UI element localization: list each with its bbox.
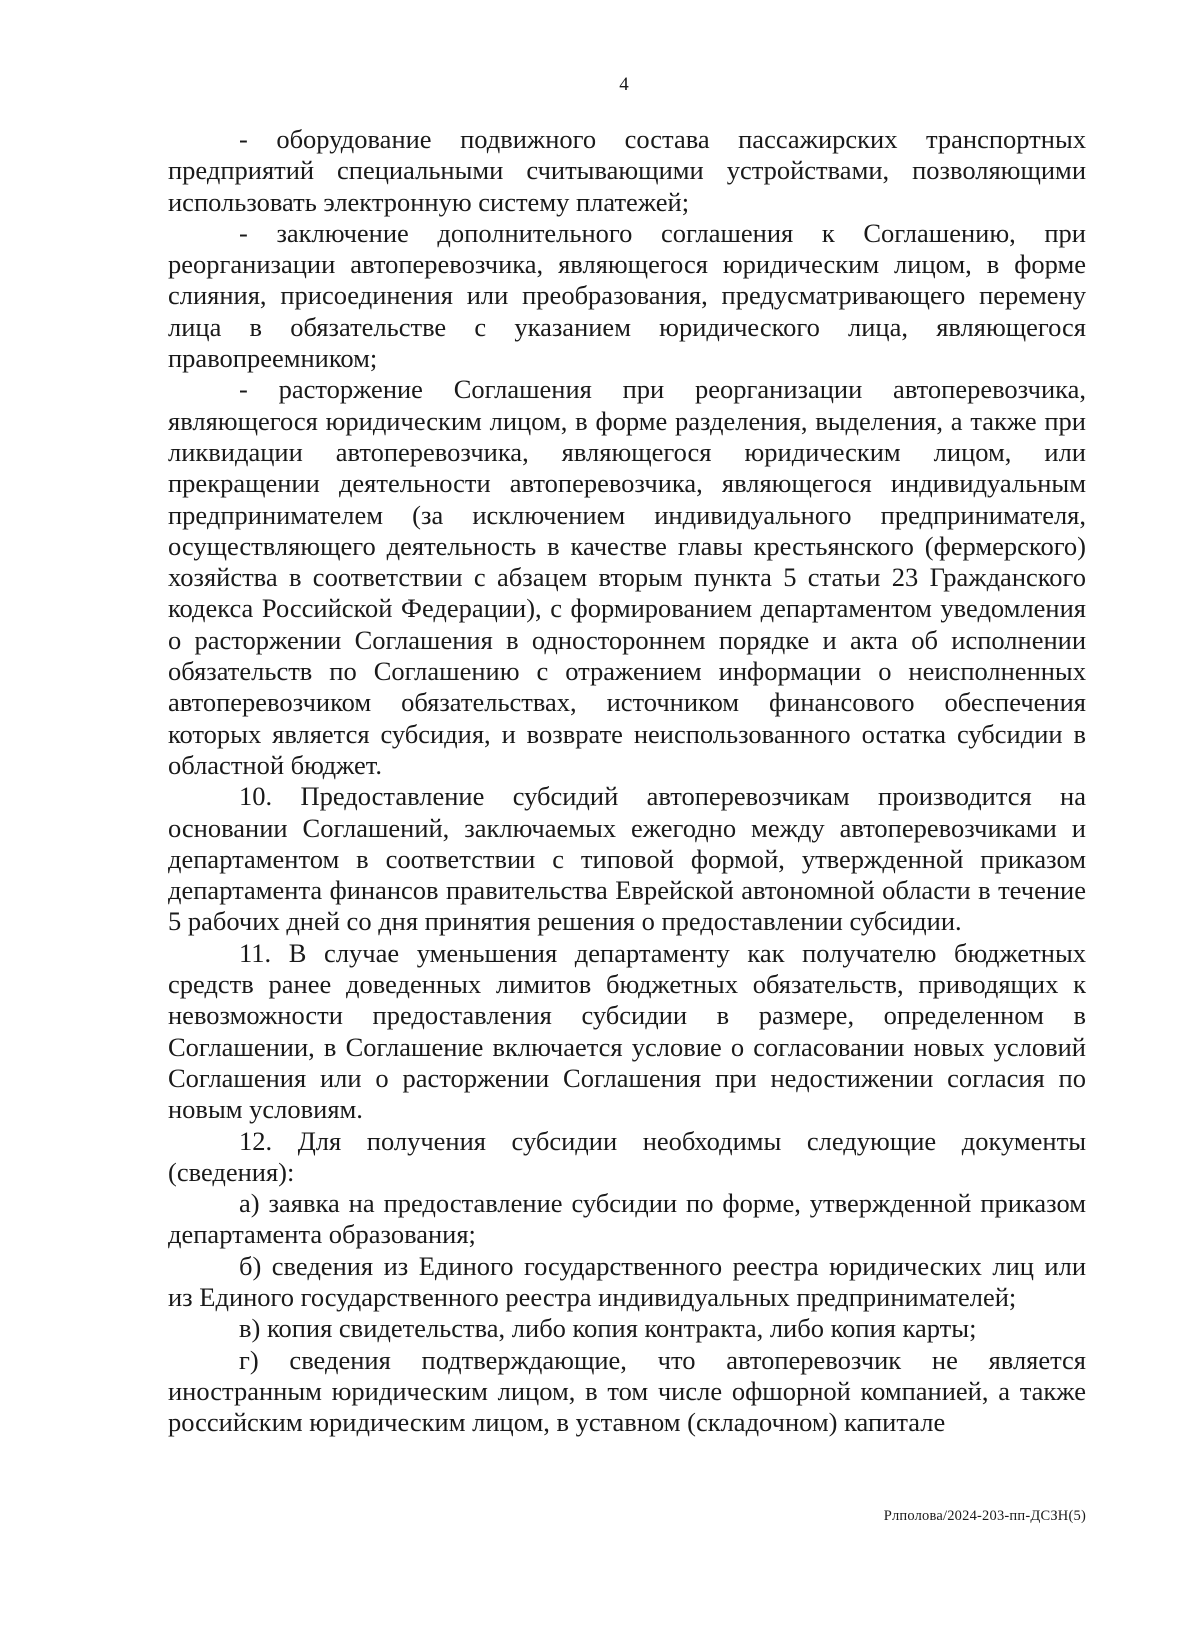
- paragraph-12-required-documents: 12. Для получения субсидии необходимы следующие документы (сведения):: [168, 1125, 1086, 1187]
- list-item-a-application: а) заявка на предоставление субсидии по форме, утвержденной приказом департамента образования;: [168, 1188, 1086, 1250]
- paragraph-equipment: - оборудование подвижного состава пассажирских транспортных предприятий специальными считывающими устройствами, позволяющими использовать электронную систему платежей;: [168, 124, 1086, 217]
- document-body: [168, 124, 1086, 1438]
- footer-document-code: Рлполова/2024-203-пп-ДСЗН(5): [883, 1508, 1086, 1524]
- paragraph-11-limit-reduction: 11. В случае уменьшения департаменту как получателю бюджетных средств ранее доведенных лимитов бюджетных обязательств, приводящих к невозможности предоставления субсидии в размере, определенном в Соглашении, в Соглашение включается условие о согласовании новых условий Соглашения или о расторжении Соглашения при недостижении согласия по новым условиям.: [168, 937, 1086, 1125]
- paragraph-additional-agreement: - заключение дополнительного соглашения к Соглашению, при реорганизации автоперевозчика, являющегося юридическим лицом, в форме слияния, присоединения или преобразования, предусматривающего перемену лица в обязательстве с указанием юридического лица, являющегося правопреемником;: [168, 217, 1086, 374]
- list-item-g-confirmation: г) сведения подтверждающие, что автоперевозчик не является иностранным юридическим лицом, в том числе офшорной компанией, а также российским юридическим лицом, в уставном (складочном) капитале: [168, 1344, 1086, 1438]
- paragraph-termination: - расторжение Соглашения при реорганизации автоперевозчика, являющегося юридическим лицом, в форме разделения, выделения, а также при ликвидации автоперевозчика, являющегося юридическим лицом, или прекращении деятельности автоперевозчика, являющегося индивидуальным предпринимателем (за исключением индивидуального предпринимателя, осуществляющего деятельность в качестве главы крестьянского (фермерского) хозяйства в соответствии с абзацем вторым пункта 5 статьи 23 Гражданского кодекса Российской Федерации), с формированием департаментом уведомления о расторжении Соглашения в одностороннем порядке и акта об исполнении обязательств по Соглашению с отражением информации о неисполненных автоперевозчиком обязательствах, источником финансового обеспечения которых является субсидия, и возврате неиспользованного остатка субсидии в областной бюджет.: [168, 374, 1086, 780]
- list-item-b-registry-info: б) сведения из Единого государственного реестра юридических лиц или из Единого государственного реестра индивидуальных предпринимателей;: [168, 1250, 1086, 1312]
- paragraph-10-subsidy-provision: 10. Предоставление субсидий автоперевозчикам производится на основании Соглашений, заключаемых ежегодно между автоперевозчиками и департаментом в соответствии с типовой формой, утвержденной приказом департамента финансов правительства Еврейской автономной области в течение 5 рабочих дней со дня принятия решения о предоставлении субсидии.: [168, 781, 1086, 937]
- list-item-v-certificate-copy: в) копия свидетельства, либо копия контракта, либо копия карты;: [239, 1313, 977, 1344]
- page-number: 4: [619, 74, 629, 95]
